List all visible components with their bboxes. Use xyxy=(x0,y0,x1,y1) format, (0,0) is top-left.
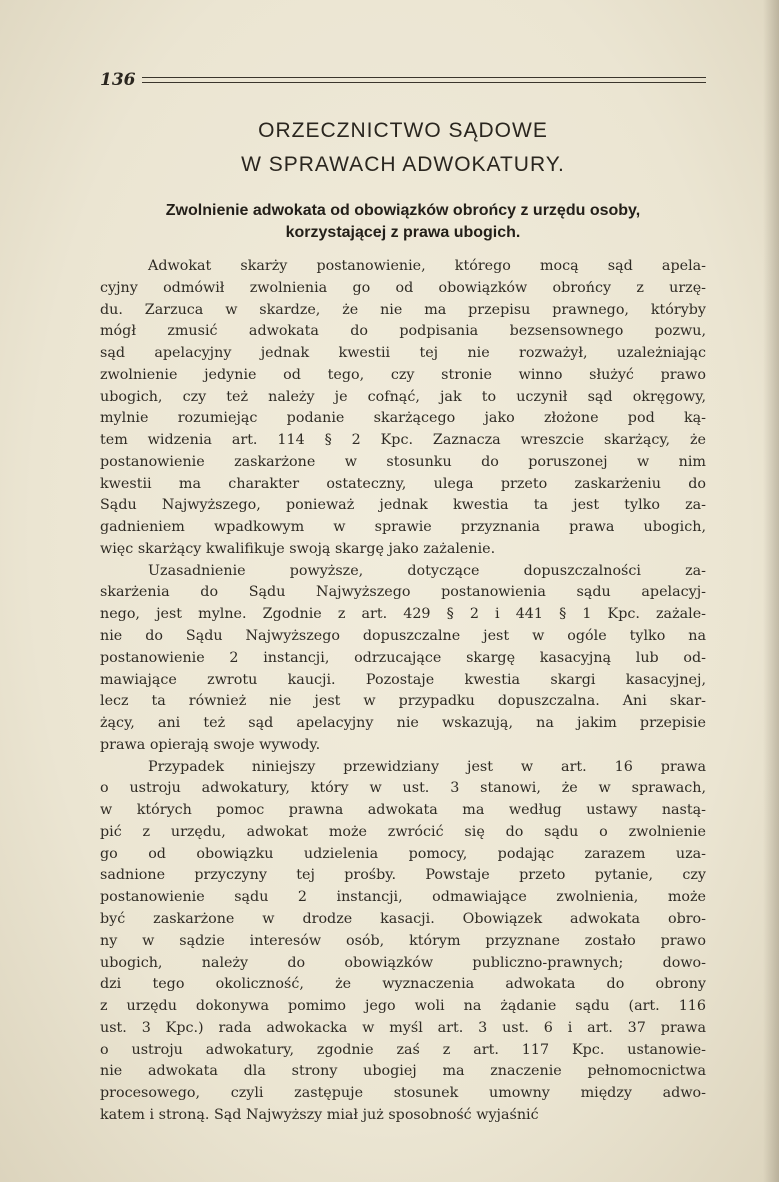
body-text xyxy=(100,256,706,1127)
text-line: postanowienie sądu 2 instancji, odmawiające zwolnienia, może xyxy=(100,889,706,906)
text-line: gadnieniem wpadkowym w sprawie przyznania prawa ubogich, xyxy=(100,519,706,536)
text-line: tem widzenia art. 114 § 2 Kpc. Zaznacza wreszcie skarżący, że xyxy=(100,432,706,449)
text-line: ny w sądzie interesów osób, którym przyznane zostało prawo xyxy=(100,932,706,949)
text-line: mawiające zwrotu kaucji. Pozostaje kwestia skargi kasacyjnej, xyxy=(100,671,706,688)
article-heading: korzystającej z prawa ubogich. xyxy=(285,224,521,241)
text-line: o ustroju adwokatury, zgodnie zaś z art. 117 Kpc. ustanowie- xyxy=(100,1041,706,1058)
text-line: postanowienie zaskarżone w stosunku do poruszonej w nim xyxy=(100,453,706,470)
section-title: W SPRAWACH ADWOKATURY. xyxy=(241,153,565,176)
page-header xyxy=(100,70,706,94)
text-line: lecz ta również nie jest w przypadku dopuszczalna. Ani skar- xyxy=(100,693,706,710)
text-line: z urzędu dokonywa pomimo jego woli na żądanie sądu (art. 116 xyxy=(100,998,706,1015)
text-line: pić z urzędu, adwokat może zwrócić się do sądu o zwolnienie xyxy=(100,823,706,840)
text-line: go od obowiązku udzielenia pomocy, podając zarazem uza- xyxy=(100,845,706,862)
text-line: nego, jest mylne. Zgodnie z art. 429 § 2 i 441 § 1 Kpc. zażale- xyxy=(100,606,706,623)
text-line: skarżenia do Sądu Najwyższego postanowienia sądu apelacyj- xyxy=(100,584,706,601)
text-line: więc skarżący kwalifikuje swoją skargę jako zażalenie. xyxy=(100,540,496,557)
text-line: cyjny odmówił zwolnienia go od obowiązków obrońcy z urzę- xyxy=(100,279,706,296)
text-line: Przypadek niniejszy przewidziany jest w art. 16 prawa xyxy=(148,758,706,775)
text-line: ubogich, czy też należy je cofnąć, jak to uczynił sąd okręgowy, xyxy=(100,388,706,405)
text-line: dzi tego okoliczność, że wyznaczenia adwokata do obrony xyxy=(100,976,706,993)
text-line: katem i stroną. Sąd Najwyższy miał już sposobność wyjaśnić xyxy=(100,1106,539,1123)
text-line: kwestii ma charakter ostateczny, ulega przeto zaskarżeniu do xyxy=(100,475,706,492)
header-rule xyxy=(142,77,706,78)
text-line: nie adwokata dla strony ubogiej ma znaczenie pełnomocnictwa xyxy=(100,1063,706,1080)
text-line: w których pomoc prawna adwokata ma według ustawy nastą- xyxy=(100,802,706,819)
text-line: prawa opierają swoje wywody. xyxy=(100,736,321,753)
text-line: zwolnienie jedynie od tego, czy stronie winno służyć prawo xyxy=(100,366,706,383)
text-line: mógł zmusić adwokata do podpisania bezsensownego pozwu, xyxy=(100,323,706,340)
text-line: nie do Sądu Najwyższego dopuszczalne jest w ogóle tylko na xyxy=(100,628,706,645)
text-line: ubogich, należy do obowiązków publiczno-prawnych; dowo- xyxy=(100,954,706,971)
text-line: postanowienie 2 instancji, odrzucające skargę kasacyjną lub od- xyxy=(100,649,706,666)
page-edge-shadow xyxy=(763,0,779,1182)
text-line: mylnie rozumiejąc podanie skarżącego jako złożone pod ką- xyxy=(100,410,706,427)
header-rule xyxy=(142,82,706,83)
text-line: Uzasadnienie powyższe, dotyczące dopuszczalności za- xyxy=(148,562,706,579)
text-line: du. Zarzuca w skardze, że nie ma przepisu prawnego, któryby xyxy=(100,301,706,318)
article-heading: Zwolnienie adwokata od obowiązków obrońcy z urzędu osoby, xyxy=(165,202,641,219)
text-line: żący, ani też sąd apelacyjny nie wskazują, na jakim przepisie xyxy=(100,715,706,732)
text-line: Sądu Najwyższego, ponieważ jednak kwestia ta jest tylko za- xyxy=(100,497,706,514)
text-line: Adwokat skarży postanowienie, którego mocą sąd apela- xyxy=(148,258,706,274)
text-line: o ustroju adwokatury, który w ust. 3 stanowi, że w sprawach, xyxy=(100,780,706,797)
text-line: być zaskarżone w drodze kasacji. Obowiązek adwokata obro- xyxy=(100,910,706,927)
text-line: sadnione przyczyny tej prośby. Powstaje przeto pytanie, czy xyxy=(100,867,706,884)
page-number: 136 xyxy=(100,70,136,90)
text-line: procesowego, czyli zastępuje stosunek umowny między adwo- xyxy=(100,1085,706,1102)
text-line: ust. 3 Kpc.) rada adwokacka w myśl art. 3 ust. 6 i art. 37 prawa xyxy=(100,1019,706,1036)
text-line: sąd apelacyjny jednak kwestii tej nie rozważył, uzależniając xyxy=(100,345,706,362)
section-title: ORZECZNICTWO SĄDOWE xyxy=(258,119,548,142)
